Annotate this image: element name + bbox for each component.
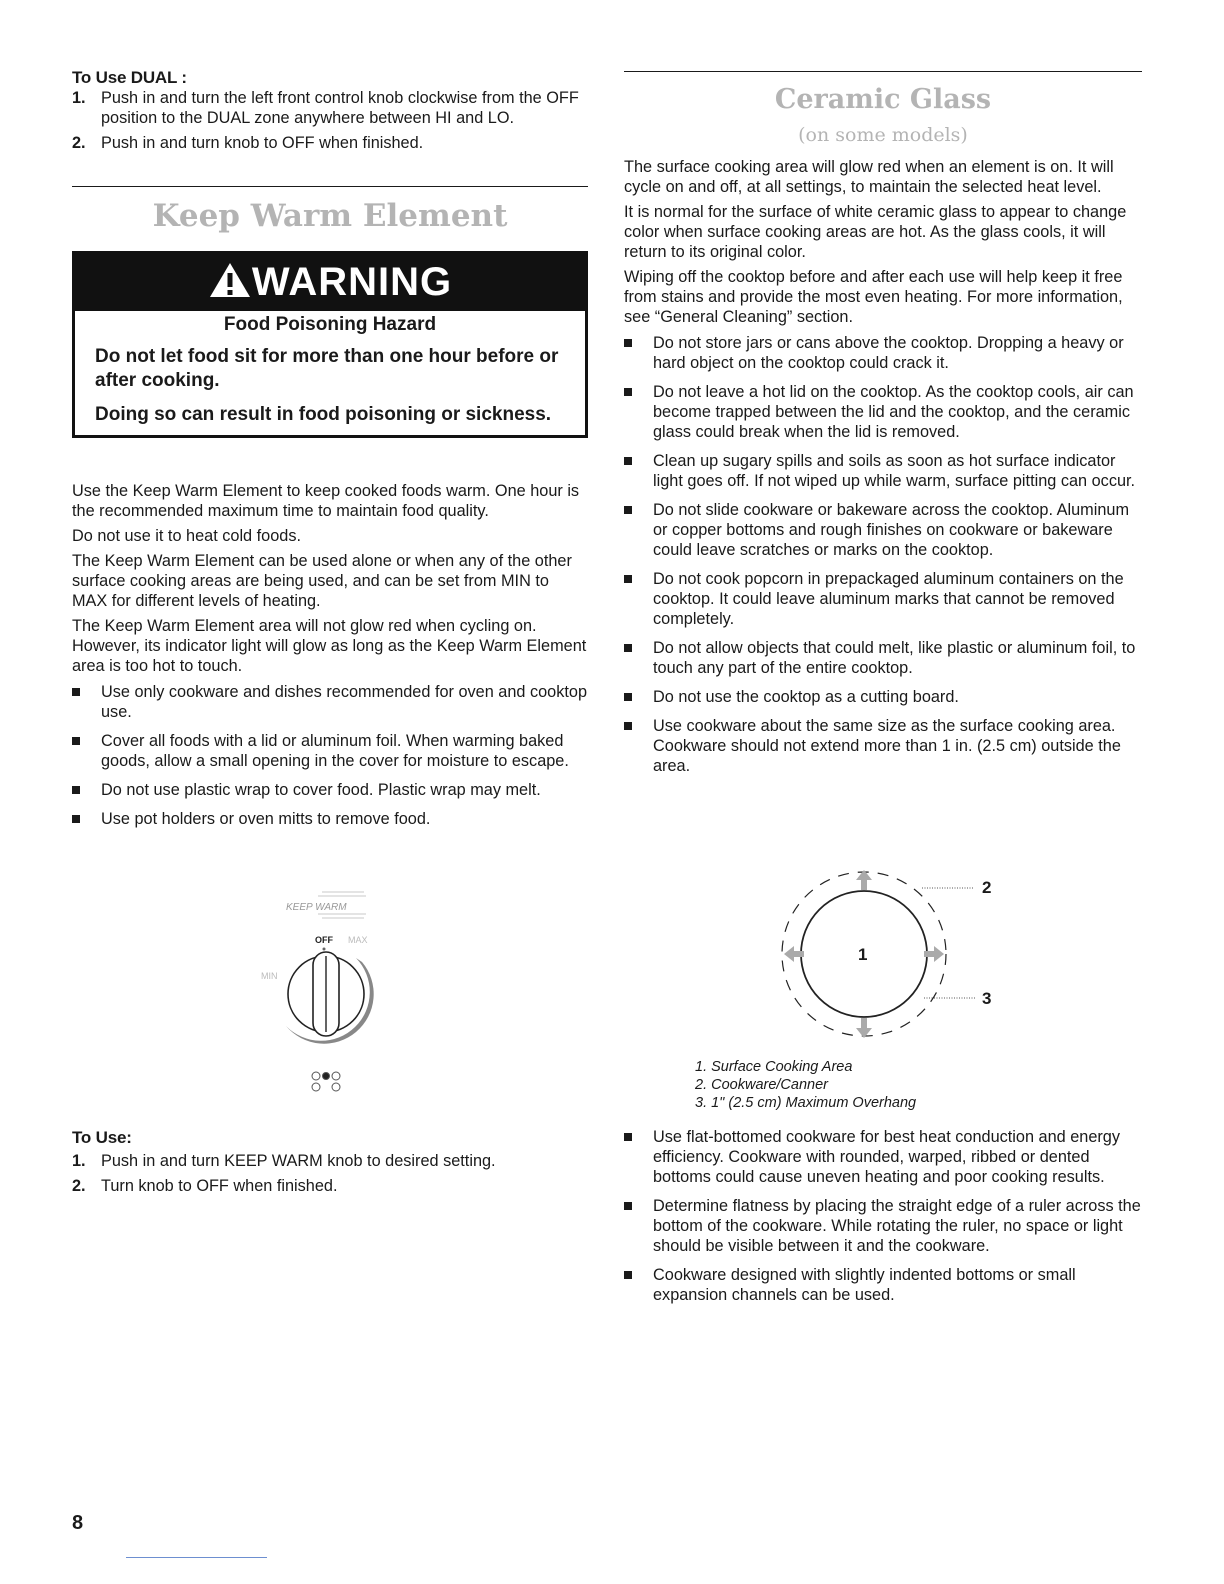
to-use-heading: To Use:: [72, 1128, 132, 1147]
diagram-captions: [695, 1058, 1095, 1112]
warning-text-1: Do not let food sit for more than one hour before or after cooking.: [95, 346, 559, 391]
knob-label: KEEP WARM: [286, 902, 347, 913]
bullet-item: Do not slide cookware or bakeware across the cooktop. Aluminum or copper bottoms and rough finishes on cookware or bakeware could leave scratches or marks on the cooktop.: [624, 500, 1142, 560]
arrow-up-icon: [856, 870, 872, 890]
to-use-steps: [72, 1151, 588, 1196]
warning-triangle-icon: [208, 261, 252, 299]
paragraph: Wiping off the cooktop before and after each use will help keep it free from stains and provide the most even heating. For more information, see “General Cleaning” section.: [624, 268, 1123, 326]
bullet-item: Do not use plastic wrap to cover food. Plastic wrap may melt.: [72, 780, 588, 800]
paragraph: Use the Keep Warm Element to keep cooked foods warm. One hour is the recommended maximum time to maintain food quality.: [72, 482, 580, 520]
knob-indicator-dot: [323, 948, 326, 951]
paragraph: Do not use it to heat cold foods.: [72, 527, 301, 545]
bullet-item: Do not use the cooktop as a cutting board.: [624, 687, 1142, 707]
keep-warm-bullets: [72, 682, 588, 829]
bullet-item: Cover all foods with a lid or aluminum foil. When warming baked goods, allow a small opening in the cover for moisture to escape.: [72, 731, 588, 771]
dual-steps: [72, 88, 588, 153]
bullet-item: Determine flatness by placing the straight edge of a ruler across the bottom of the cookware. While rotating the ruler, no space or light should be visible between it and the cookware.: [624, 1196, 1142, 1256]
warning-box: [72, 251, 588, 438]
dual-section: [72, 68, 588, 158]
caption: 3. 1" (2.5 cm) Maximum Overhang: [695, 1095, 917, 1111]
diagram-label-1: 1: [858, 945, 868, 964]
knob-min-label: MIN: [261, 971, 278, 981]
to-use-section: [72, 1128, 588, 1201]
cookware-overhang-diagram: [754, 860, 1014, 1050]
bullet-item: Cookware designed with slightly indented bottoms or small expansion channels can be used.: [624, 1265, 1142, 1305]
caption: 1. Surface Cooking Area: [695, 1059, 853, 1075]
cookware-tips: [624, 1127, 1142, 1314]
warning-label: WARNING: [251, 260, 453, 304]
bullet-item: Do not leave a hot lid on the cooktop. As the cooktop cools, air can become trapped between the lid and the cooktop, and the ceramic glass could break when the lid is removed.: [624, 382, 1142, 442]
bullet-item: Do not store jars or cans above the cooktop. Dropping a heavy or hard object on the cooktop could crack it.: [624, 333, 1142, 373]
arrow-down-icon: [856, 1018, 872, 1038]
bullet-item: Clean up sugary spills and soils as soon as hot surface indicator light goes off. If not wiped up while warm, surface pitting can occur.: [624, 451, 1142, 491]
diagram-label-2: 2: [982, 878, 992, 897]
dual-heading: To Use DUAL :: [72, 68, 187, 87]
ceramic-bullets: [624, 333, 1142, 776]
ceramic-text: [624, 157, 1142, 785]
bullet-item: Use flat-bottomed cookware for best heat conduction and energy efficiency. Cookware with rounded, warped, ribbed or dented bottoms could cause uneven heating and poor cooking results.: [624, 1127, 1142, 1187]
footer-line: [126, 1557, 267, 1558]
bullet-item: Use only cookware and dishes recommended for oven and cooktop use.: [72, 682, 588, 722]
diagram-label-3: 3: [982, 989, 992, 1008]
keep-warm-text: [72, 481, 588, 838]
caption: 2. Cookware/Canner: [695, 1077, 828, 1093]
bullet-item: Do not allow objects that could melt, like plastic or aluminum foil, to touch any part of the entire cooktop.: [624, 638, 1142, 678]
cooktop-position-icon: [312, 1072, 340, 1091]
divider: [624, 71, 1142, 72]
paragraph: The Keep Warm Element can be used alone or when any of the other surface cooking areas are being used, and can be set from MIN to MAX for different levels of heating.: [72, 552, 572, 610]
to-use-step: 2. Turn knob to OFF when finished.: [72, 1177, 338, 1195]
section-title: Ceramic Glass: [774, 84, 992, 115]
page-number: 8: [72, 1512, 84, 1534]
cookware-bullets: [624, 1127, 1142, 1305]
warning-header: [75, 254, 585, 311]
warning-body: [75, 311, 585, 435]
to-use-step: 1. Push in and turn KEEP WARM knob to desired setting.: [72, 1152, 496, 1170]
knob-off-label: OFF: [315, 935, 333, 945]
keep-warm-knob-illustration: [252, 880, 422, 1105]
section-title: Keep Warm Element: [152, 198, 508, 234]
bullet-item: Use cookware about the same size as the surface cooking area. Cookware should not extend more than 1 in. (2.5 cm) outside the area.: [624, 716, 1142, 776]
knob-max-label: MAX: [348, 935, 368, 945]
divider: [72, 186, 588, 187]
paragraph: It is normal for the surface of white ceramic glass to appear to change color when surface cooking areas are hot. As the glass cools, it will return to its original color.: [624, 203, 1127, 261]
paragraph: The Keep Warm Element area will not glow red when cycling on. However, its indicator light will glow as long as the Keep Warm Element area is too hot to touch.: [72, 617, 587, 675]
section-subtitle: (on some models): [798, 124, 968, 146]
bullet-item: Do not cook popcorn in prepackaged aluminum containers on the cooktop. It could leave aluminum marks that cannot be removed completely.: [624, 569, 1142, 629]
warning-hazard: Food Poisoning Hazard: [223, 314, 437, 335]
warning-text-2: Doing so can result in food poisoning or sickness.: [95, 404, 552, 425]
bullet-item: Use pot holders or oven mitts to remove food.: [72, 809, 588, 829]
paragraph: The surface cooking area will glow red when an element is on. It will cycle on and off, at all settings, to maintain the selected heat level.: [624, 158, 1114, 196]
dual-step: 1. Push in and turn the left front control knob clockwise from the OFF position to the DUAL zone anywhere between HI and LO.: [72, 89, 579, 127]
dual-step: 2. Push in and turn knob to OFF when finished.: [72, 134, 424, 152]
